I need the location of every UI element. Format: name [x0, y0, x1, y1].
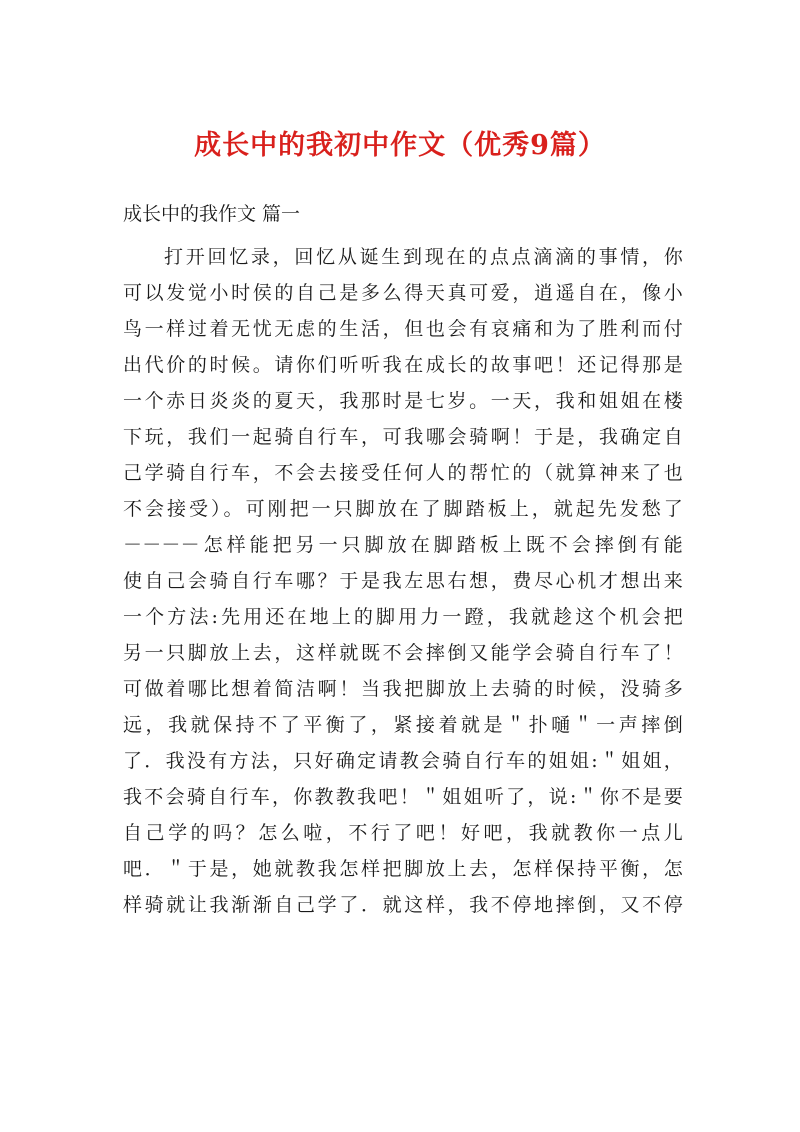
- document-title: 成长中的我初中作文（优秀9篇）: [194, 130, 606, 161]
- text-line: 使自己会骑自行车哪？于是我左思右想，费尽心机才想出来: [123, 570, 683, 592]
- text-line: 吧．＂于是，她就教我怎样把脚放上去，怎样保持平衡，怎: [123, 858, 683, 880]
- text-line: 样骑就让我渐渐自己学了．就这样，我不停地摔倒，又不停: [123, 894, 683, 916]
- text-line: 打开回忆录，回忆从诞生到现在的点点滴滴的事情，你: [164, 246, 683, 268]
- text-line: 鸟一样过着无忧无虑的生活，但也会有哀痛和为了胜利而付: [123, 318, 683, 340]
- text-line: －－－－怎样能把另一只脚放在脚踏板上既不会摔倒有能: [123, 534, 683, 556]
- text-line: 一个赤日炎炎的夏天，我那时是七岁。一天，我和姐姐在楼: [123, 390, 683, 412]
- text-line: 可以发觉小时侯的自己是多么得天真可爱，逍遥自在，像小: [123, 282, 683, 304]
- text-line: 下玩，我们一起骑自行车，可我哪会骑啊！于是，我确定自: [123, 426, 683, 448]
- text-line: 可做着哪比想着简洁啊！当我把脚放上去骑的时候，没骑多: [123, 678, 683, 700]
- text-line: 我不会骑自行车，你教教我吧！＂姐姐听了，说:＂你不是要: [123, 786, 683, 808]
- text-line: 不会接受）。可刚把一只脚放在了脚踏板上，就起先发愁了: [123, 498, 683, 520]
- text-line: 一个方法:先用还在地上的脚用力一蹬，我就趁这个机会把: [123, 606, 683, 628]
- text-line: 己学骑自行车，不会去接受任何人的帮忙的（就算神来了也: [123, 462, 683, 484]
- text-line: 出代价的时候。请你们听听我在成长的故事吧！还记得那是: [123, 354, 683, 376]
- text-line: 远，我就保持不了平衡了，紧接着就是＂扑嗵＂一声摔倒: [123, 714, 683, 736]
- text-line: 自己学的吗？怎么啦，不行了吧！好吧，我就教你一点儿: [123, 822, 683, 844]
- essay-body: [123, 239, 683, 923]
- text-line: 了．我没有方法，只好确定请教会骑自行车的姐姐:＂姐姐，: [123, 750, 683, 772]
- text-line: 另一只脚放上去，这样就既不会摔倒又能学会骑自行车了！: [123, 642, 683, 664]
- section-heading: 成长中的我作文 篇一: [123, 203, 301, 225]
